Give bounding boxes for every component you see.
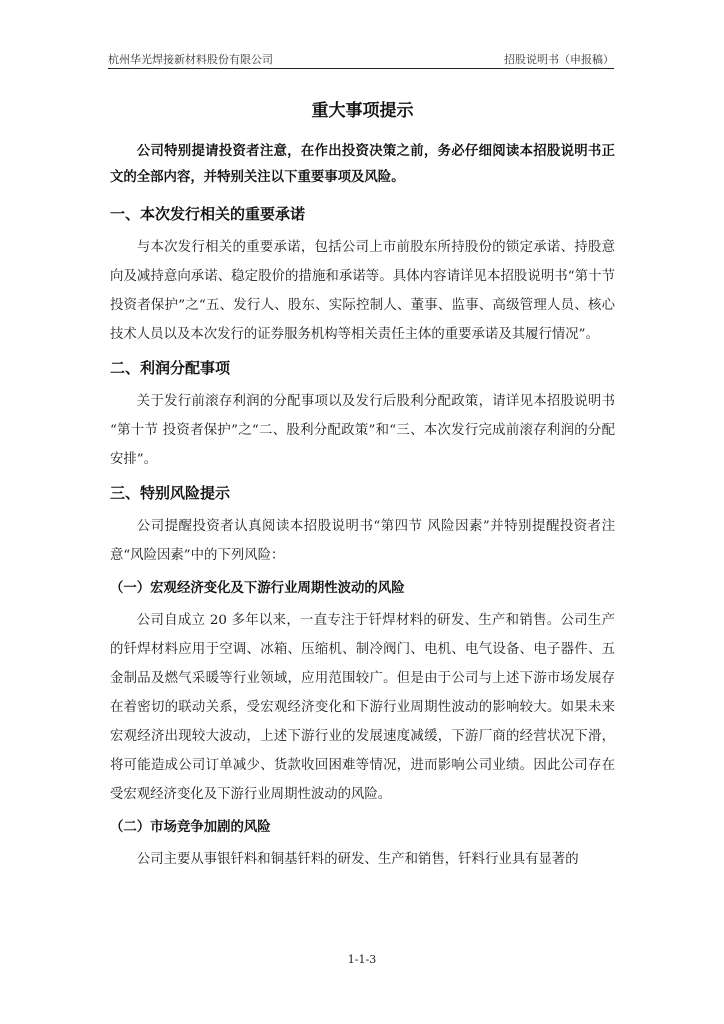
subsection-paragraph-macro-risk: 公司自成立 20 多年以来，一直专注于钎焊材料的研发、生产和销售。公司生产的钎焊材料应用于空调、冰箱、压缩机、制冷阀门、电机、电气设备、电子器件、五金制品及燃气采暖等行业领域，应用范围较广。但是由于公司与上述下游市场发展存在着密切的联动关系，受宏观经济变化和下游行业周期性波动的影响较大。如果未来宏观经济出现较大波动，上述下游行业的发展速度减缓，下游厂商的经营状况下滑，将可能造成公司订单减少、货款收回困难等情况，进而影响公司业绩。因此公司存在受宏观经济变化及下游行业周期性波动的风险。 (110, 613, 615, 802)
intro-paragraph: 公司特别提请投资者注意，在作出投资决策之前，务必仔细阅读本招股说明书正文的全部内容，并特别关注以下重要事项及风险。 (110, 144, 615, 185)
section-heading-risk-warning: 三、特别风险提示 (110, 484, 231, 502)
subsection-heading-macro-risk: （一）宏观经济变化及下游行业周期性波动的风险 (110, 581, 405, 596)
page-title: 重大事项提示 (311, 101, 414, 121)
subsection-heading-competition-risk: （二）市场竞争加剧的风险 (110, 820, 271, 835)
section-heading-commitments: 一、本次发行相关的重要承诺 (110, 205, 306, 223)
section-heading-profit-distribution: 二、利润分配事项 (110, 359, 231, 377)
section-paragraph-profit-distribution: 关于发行前滚存利润的分配事项以及发行后股利分配政策，请详见本招股说明书 “第十节 投资者保护”之“二、股利分配政策”和“三、本次发行完成前滚存利润的分配安排”。 (110, 394, 615, 467)
page-header (108, 50, 614, 69)
document-body (110, 92, 615, 882)
subsection-paragraph-competition-risk: 公司主要从事银钎料和铜基钎料的研发、生产和销售，钎料行业具有显著的 (136, 852, 579, 867)
section-paragraph-commitments: 与本次发行相关的重要承诺，包括公司上市前股东所持股份的锁定承诺、持股意向及减持意向承诺、稳定股价的措施和承诺等。具体内容请详见本招股说明书“第十节 投资者保护”之“五、发行人、股东、实际控制人、董事、监事、高级管理人员、核心技术人员以及本次发行的证券服务机构等相关责任主体的重要承诺及其履行情况”。 (110, 240, 615, 342)
header-company-name: 杭州华光焊接新材料股份有限公司 (108, 53, 273, 66)
header-document-type: 招股说明书（申报稿） (504, 53, 614, 66)
section-paragraph-risk-warning: 公司提醒投资者认真阅读本招股说明书“第四节 风险因素”并特别提醒投资者注意“风险因素”中的下列风险： (110, 519, 615, 563)
page-number: 1-1-3 (347, 953, 377, 966)
